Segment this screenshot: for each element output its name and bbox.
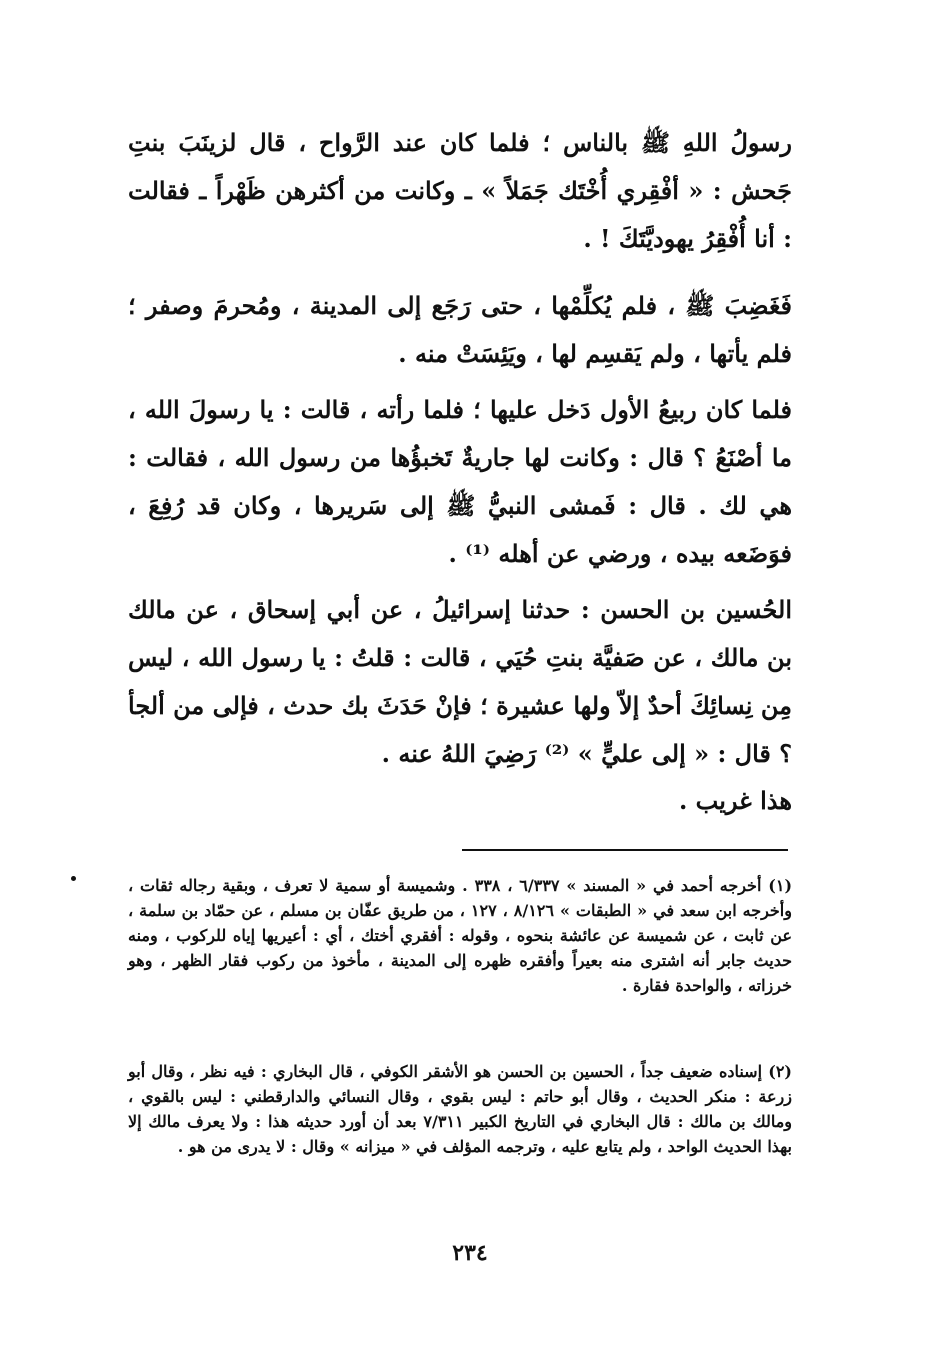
footnote: (٢) إسناده ضعيف جداً ، الحسين بن الحسن هو الأشقر الكوفي ، قال البخاري : فيه نظر ، وقال أبو زرعة : منكر الحديث ، وقال أبو حاتم : ليس بقوي ، وقال النسائي والدارقطني : ليس بالقوي ، ومالك بن مالك : قال البخاري في التاريخ الكبير ٧/٣١١ بعد أن أورد حديثه هذا : ولا يعرف مالك إلا بهذا الحديث الواحد ، ولم يتابع عليه ، وترجمه المؤلف في « ميزانه » وقال : لا يدرى من هو . <box>128 1062 792 1156</box>
footnote: (١) أخرجه أحمد في « المسند » ٦/٣٣٧ ، ٣٣٨ . وشميسة أو سمية لا تعرف ، وبقية رجاله ثقات ، وأخرجه ابن سعد في « الطبقات » ٨/١٢٦ ، ١٢٧ ، من طريق عفّان بن مسلم ، عن حمّاد بن سلمة ، عن ثابت ، عن شميسة عن عائشة بنحوه ، وقوله : أفقري أختك ، أي : أعيريها إياه للركوب ، ومنه حديث جابر أنه اشترى منه بعيراً وأفقره ظهره إلى المدينة ، مأخوذ من ركوب فقار الظهر ، وهو خرزاته ، والواحدة فقارة . <box>128 876 793 995</box>
footnote-separator <box>462 849 788 851</box>
body-paragraph: رسولُ اللهِ ﷺ بالناس ؛ فلما كان عند الرَّواح ، قال لزينَبَ بنتِ جَحش : « أفْقِري أُخْتَك جَمَلاً » ـ وكانت من أكثرهن ظَهْراً ـ فقالت : أنا أُفْقِرُ يهوديَّتَكَ ! . <box>128 128 792 253</box>
body-paragraph: فَغَضِبَ ﷺ ، فلم يُكلِّمْها ، حتى رَجَع إلى المدينة ، ومُحرمَ وصفر ؛ فلم يأتها ، ولم يَقسِم لها ، ويَئِسَتْ منه . <box>128 291 792 368</box>
page-number: ٢٣٤ <box>452 1240 488 1266</box>
body-paragraph: الحُسين بن الحسن : حدثنا إسرائيلُ ، عن أبي إسحاق ، عن مالك بن مالك ، عن صَفيَّة بنتِ حُيَي ، قالت : قلتُ : يا رسول الله ، ليس مِن نِسائِكَ أحدٌ إلاّ ولها عشيرة ؛ فإنْ حَدَثَ بك حدث ، فإلى من ألجأ ؟ قال : « إلى عليٍّ » ⁽²⁾ رَضِيَ اللهُ عنه . <box>128 595 792 768</box>
margin-mark <box>71 876 76 881</box>
body-paragraph: هذا غريب . <box>678 786 792 815</box>
body-paragraph: فلما كان ربيعُ الأول دَخل عليها ؛ فلما رأته ، قالت : يا رسولَ الله ، ما أصْنَعُ ؟ قال : وكانت لها جاريةٌ تَخبؤُها من رسول الله ، فقالت : هي لك . قال : فَمشى النبيُّ ﷺ إلى سَريرها ، وكان قد رُفِعَ ، فوَضَعه بيده ، ورضي عن أهله ⁽¹⁾ . <box>128 395 792 568</box>
